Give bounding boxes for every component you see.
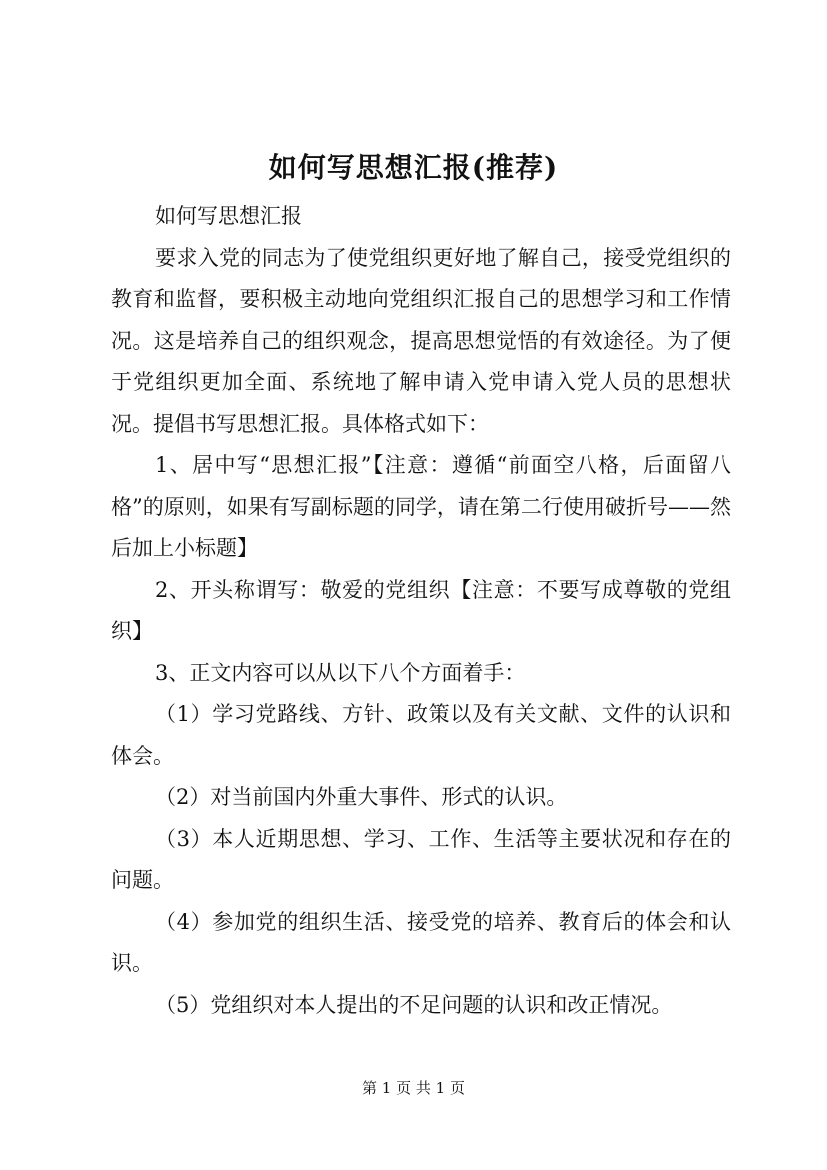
- content-point-4: （4）参加党的组织生活、接受党的培养、教育后的体会和认识。: [111, 909, 731, 975]
- document-title: 如何写思想汇报(推荐): [268, 151, 559, 184]
- intro-paragraph: 要求入党的同志为了使党组织更好地了解自己，接受党组织的教育和监督，要积极主动地向党组织汇报自己的思想学习和工作情况。这是培养自己的组织观念，提高思想觉悟的有效途径。为了便于党组织更加全面、系统地了解申请入党申请入党人员的思想状况。提倡书写思想汇报。具体格式如下：: [111, 245, 731, 436]
- content-point-2: （2）对当前国内外重大事件、形式的认识。: [155, 785, 568, 809]
- page-number-footer: 第 1 页 共 1 页: [362, 1079, 465, 1097]
- format-item-1: 1、居中写“思想汇报”【注意：遵循“前面空八格，后面留八格”的原则，如果有写副标题的同学，请在第二行使用破折号——然后加上小标题】: [111, 453, 731, 560]
- document-body: [111, 196, 731, 1026]
- format-item-2: 2、开头称谓写：敬爱的党组织【注意：不要写成尊敬的党组织】: [111, 577, 731, 643]
- content-point-1: （1）学习党路线、方针、政策以及有关文献、文件的认识和体会。: [111, 702, 731, 768]
- format-item-3: 3、正文内容可以从以下八个方面着手：: [155, 660, 526, 685]
- document-subtitle: 如何写思想汇报: [155, 204, 302, 228]
- content-point-5: （5）党组织对本人提出的不足问题的认识和改正情况。: [155, 992, 673, 1017]
- content-point-3: （3）本人近期思想、学习、工作、生活等主要状况和存在的问题。: [111, 826, 731, 892]
